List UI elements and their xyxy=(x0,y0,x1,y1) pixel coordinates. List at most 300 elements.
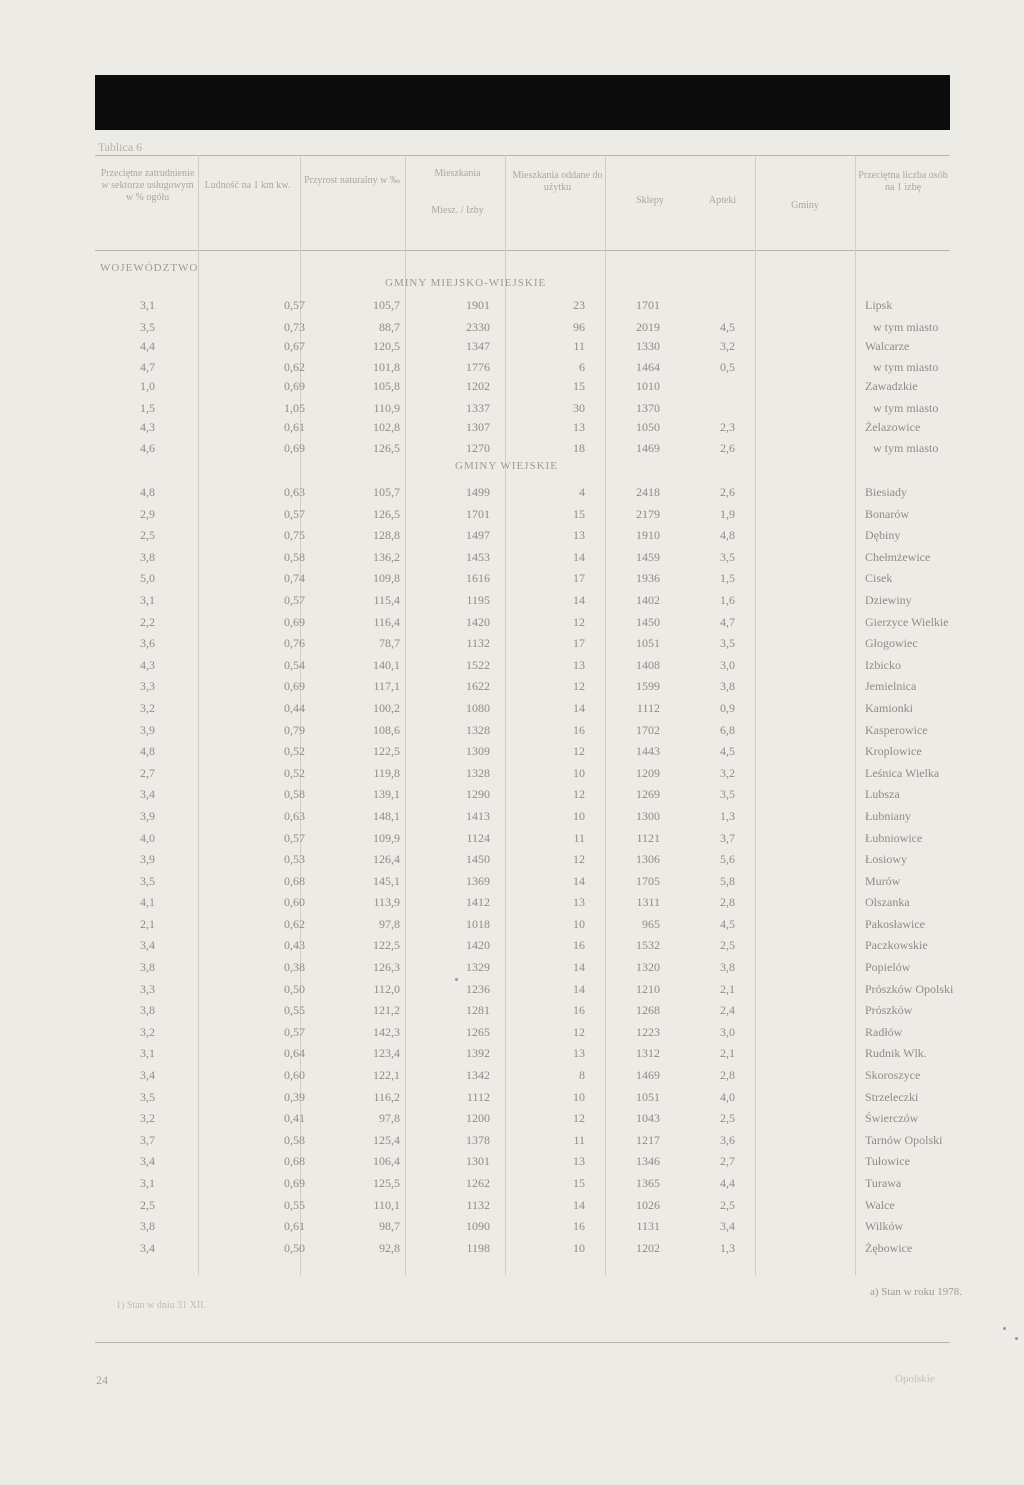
table-cell: 10 xyxy=(573,916,585,931)
table-cell: 13 xyxy=(573,528,585,543)
table-cell: 4,3 xyxy=(140,419,155,434)
table-cell: 122,1 xyxy=(373,1068,400,1083)
table-cell: 119,8 xyxy=(373,765,400,780)
table-cell: 1,05 xyxy=(284,400,305,415)
table-row xyxy=(95,1025,950,1047)
table-cell: 2,6 xyxy=(720,485,735,499)
table-cell: 12 xyxy=(573,744,585,759)
table-cell: 13 xyxy=(573,1046,585,1061)
table-cell: 0,57 xyxy=(284,1024,305,1039)
table-cell: 0,52 xyxy=(284,765,305,780)
table-row xyxy=(95,360,950,379)
table-cell: 1209 xyxy=(636,765,660,780)
table-cell: 102,8 xyxy=(373,419,400,434)
table-cell: 1198 xyxy=(466,1240,490,1255)
table-cell: 1337 xyxy=(466,400,490,415)
table-cell: 14 xyxy=(573,960,585,975)
table-cell: 0,57 xyxy=(284,298,305,312)
table-cell: 1300 xyxy=(636,808,660,823)
table-cell: 1200 xyxy=(466,1111,490,1126)
footnote: 1) Stan w dniu 31 XII. xyxy=(116,1300,206,1311)
table-cell: 1306 xyxy=(636,852,660,867)
table-cell: 12 xyxy=(573,852,585,867)
table-cell: 17 xyxy=(573,571,585,586)
table-cell: 1309 xyxy=(466,744,490,759)
table-cell: 101,8 xyxy=(373,360,400,375)
row-name: Cisek xyxy=(865,571,893,586)
table-cell: 1018 xyxy=(466,916,490,931)
table-body-urban xyxy=(95,298,950,460)
table-cell: 2,1 xyxy=(140,916,155,931)
table-cell: 1121 xyxy=(636,830,660,845)
header-cell: Sklepy xyxy=(636,195,664,206)
table-row xyxy=(95,679,950,701)
table-cell: 1469 xyxy=(636,441,660,456)
table-cell: 4,3 xyxy=(140,657,155,672)
row-name: Murów xyxy=(865,873,901,888)
table-cell: 13 xyxy=(573,895,585,910)
table-cell: 105,8 xyxy=(373,379,400,394)
row-name: Popielów xyxy=(865,960,911,975)
table-cell: 13 xyxy=(573,1154,585,1169)
table-cell: 0,58 xyxy=(284,1132,305,1147)
table-cell: 2330 xyxy=(466,319,490,334)
table-cell: 13 xyxy=(573,657,585,672)
table-cell: 1043 xyxy=(636,1111,660,1126)
row-name: Kasperowice xyxy=(865,722,928,737)
table-cell: 4,5 xyxy=(720,916,735,931)
table-cell: 3,7 xyxy=(140,1132,155,1147)
table-cell: 3,4 xyxy=(140,787,155,802)
table-cell: 16 xyxy=(573,1003,585,1018)
table-row xyxy=(95,981,954,1004)
table-cell: 1320 xyxy=(636,960,660,975)
table-row xyxy=(95,1068,950,1090)
table-cell: 110,9 xyxy=(373,400,400,415)
table-row xyxy=(95,1046,950,1068)
table-cell: 0,58 xyxy=(284,787,305,802)
table-cell: 1413 xyxy=(466,808,490,823)
page-bottom-rule xyxy=(95,1342,950,1343)
table-row xyxy=(95,766,950,788)
row-name: Gierzyce Wielkie xyxy=(865,614,949,629)
table-cell: 12 xyxy=(573,1024,585,1039)
table-cell: 3,5 xyxy=(140,1089,155,1104)
section-voivodeship: WOJEWÓDZTWO xyxy=(100,262,199,274)
table-cell: 0,57 xyxy=(284,592,305,607)
table-cell: 4,5 xyxy=(720,744,735,759)
table-row xyxy=(95,744,950,766)
table-cell: 1522 xyxy=(466,657,490,672)
table-row xyxy=(95,1198,950,1220)
table-cell: 4,7 xyxy=(720,614,735,629)
table-cell: 0,58 xyxy=(284,549,305,564)
row-name: Łosiowy xyxy=(865,852,907,867)
table-cell: 3,5 xyxy=(140,873,155,888)
table-cell: 16 xyxy=(573,722,585,737)
table-cell: 1132 xyxy=(466,1197,490,1212)
header-cell: Apteki xyxy=(708,195,737,206)
table-cell: 2,7 xyxy=(140,765,155,780)
table-cell: 1202 xyxy=(466,379,490,394)
table-cell: 4,1 xyxy=(140,895,155,910)
table-cell: 98,7 xyxy=(379,1219,400,1234)
header-cell: Przyrost naturalny w ‰ xyxy=(304,175,400,186)
table-row xyxy=(95,615,950,637)
table-row xyxy=(95,723,950,745)
table-cell: 1499 xyxy=(466,485,490,499)
table-cell: 0,50 xyxy=(284,981,305,996)
table-cell: 1124 xyxy=(466,830,490,845)
table-cell: 3,5 xyxy=(720,787,735,802)
row-name: Paczkowskie xyxy=(865,938,928,953)
table-cell: 3,9 xyxy=(140,808,155,823)
table-cell: 12 xyxy=(573,614,585,629)
table-cell: 1412 xyxy=(466,895,490,910)
section-title: GMINY MIEJSKO-WIEJSKIE xyxy=(385,277,547,289)
section-title: GMINY WIEJSKIE xyxy=(455,460,558,472)
table-cell: 1,5 xyxy=(720,571,735,586)
row-name: Walcarze xyxy=(865,338,910,353)
table-cell: 1262 xyxy=(466,1176,490,1190)
table-cell: 0,69 xyxy=(284,379,305,394)
row-name: Prószków Opolski xyxy=(865,981,954,996)
table-row xyxy=(95,960,950,982)
table-cell: 12 xyxy=(573,1111,585,1126)
table-cell: 1051 xyxy=(636,1089,660,1104)
row-name: Wilków xyxy=(865,1219,904,1234)
table-cell: 2,5 xyxy=(140,528,155,543)
table-cell: 11 xyxy=(573,830,585,845)
table-cell: 965 xyxy=(642,916,660,931)
table-cell: 4,5 xyxy=(720,319,735,334)
table-cell: 0,62 xyxy=(284,360,305,375)
table-cell: 0,68 xyxy=(284,873,305,888)
table-cell: 1936 xyxy=(636,571,660,586)
row-name: Walce xyxy=(865,1197,895,1212)
dust-speck xyxy=(1015,1337,1018,1340)
table-cell: 126,5 xyxy=(373,506,400,521)
header-cell: Miesz. / Izby xyxy=(431,205,484,216)
table-cell: 1330 xyxy=(636,338,660,353)
table-cell: 3,9 xyxy=(140,852,155,867)
table-cell: 4 xyxy=(579,485,585,499)
table-cell: 1622 xyxy=(466,679,490,694)
table-cell: 115,4 xyxy=(373,592,400,607)
dust-speck xyxy=(1003,1327,1006,1330)
table-cell: 3,5 xyxy=(140,319,155,334)
row-name: Strzeleczki xyxy=(865,1089,919,1104)
table-cell: 3,0 xyxy=(720,657,735,672)
table-cell: 0,44 xyxy=(284,700,305,715)
table-cell: 1901 xyxy=(466,298,490,312)
table-row xyxy=(95,593,950,615)
table-row xyxy=(95,401,950,420)
table-cell: 1616 xyxy=(466,571,490,586)
table-cell: 4,6 xyxy=(140,441,155,456)
table-cell: 3,4 xyxy=(140,1154,155,1169)
table-cell: 0,60 xyxy=(284,1068,305,1083)
header-cell: Przeciętna liczba osób na 1 izbę xyxy=(858,170,948,193)
table-cell: 1281 xyxy=(466,1003,490,1018)
table-cell: 0,38 xyxy=(284,960,305,975)
table-cell: 3,2 xyxy=(140,1111,155,1126)
table-cell: 10 xyxy=(573,1240,585,1255)
header-cell: Przeciętne zatrudnienie w sektorze usługowym w % ogółu xyxy=(100,168,195,203)
table-row xyxy=(95,1090,950,1112)
table-cell: 0,41 xyxy=(284,1111,305,1126)
table-cell: 1268 xyxy=(636,1003,660,1018)
table-row xyxy=(95,895,950,917)
table-cell: 140,1 xyxy=(373,657,400,672)
header-cell: Gminy xyxy=(791,200,819,211)
row-name: Bonarów xyxy=(865,506,909,521)
table-cell: 1328 xyxy=(466,765,490,780)
table-cell: 23 xyxy=(573,298,585,312)
table-row xyxy=(95,571,950,593)
table-cell: 2,3 xyxy=(720,419,735,434)
table-cell: 113,9 xyxy=(373,895,400,910)
table-cell: 1050 xyxy=(636,419,660,434)
table-cell: 3,4 xyxy=(720,1219,735,1234)
table-cell: 30 xyxy=(573,400,585,415)
table-cell: 1450 xyxy=(636,614,660,629)
table-cell: 1210 xyxy=(636,981,660,996)
row-name: Żębowice xyxy=(865,1240,913,1255)
table-cell: 105,7 xyxy=(373,485,400,499)
table-cell: 1,9 xyxy=(720,506,735,521)
table-cell: 3,5 xyxy=(720,549,735,564)
table-cell: 120,5 xyxy=(373,338,400,353)
table-cell: 2,8 xyxy=(720,1068,735,1083)
table-cell: 1464 xyxy=(636,360,660,375)
table-cell: 2,7 xyxy=(720,1154,735,1169)
table-cell: 3,2 xyxy=(720,338,735,353)
table-cell: 0,5 xyxy=(720,360,735,375)
row-name: Łubniany xyxy=(865,808,911,823)
table-cell: 139,1 xyxy=(373,787,400,802)
table-cell: 122,5 xyxy=(373,938,400,953)
table-cell: 2,5 xyxy=(720,938,735,953)
table-cell: 12 xyxy=(573,787,585,802)
table-cell: 110,1 xyxy=(373,1197,400,1212)
table-cell: 116,2 xyxy=(373,1089,400,1104)
table-cell: 0,55 xyxy=(284,1197,305,1212)
table-cell: 1,3 xyxy=(720,808,735,823)
table-cell: 2,8 xyxy=(720,895,735,910)
table-cell: 14 xyxy=(573,873,585,888)
table-cell: 13 xyxy=(573,419,585,434)
table-cell: 2,5 xyxy=(140,1197,155,1212)
table-cell: 0,50 xyxy=(284,1240,305,1255)
table-row xyxy=(95,1111,950,1133)
table-cell: 1223 xyxy=(636,1024,660,1039)
table-cell: 2,1 xyxy=(720,981,735,996)
table-cell: 15 xyxy=(573,506,585,521)
table-cell: 78,7 xyxy=(379,636,400,651)
table-cell: 0,57 xyxy=(284,506,305,521)
table-cell: 1420 xyxy=(466,614,490,629)
table-cell: 1080 xyxy=(466,700,490,715)
table-cell: 1599 xyxy=(636,679,660,694)
table-body-rural xyxy=(95,485,954,1262)
table-row xyxy=(95,339,950,361)
table-cell: 16 xyxy=(573,938,585,953)
row-name: Kroplowice xyxy=(865,744,922,759)
row-name: Dębiny xyxy=(865,528,901,543)
table-cell: 1265 xyxy=(466,1024,490,1039)
table-cell: 0,73 xyxy=(284,319,305,334)
table-cell: 3,3 xyxy=(140,981,155,996)
table-cell: 3,8 xyxy=(140,549,155,564)
table-row xyxy=(95,701,950,723)
table-cell: 14 xyxy=(573,981,585,996)
table-cell: 5,0 xyxy=(140,571,155,586)
table-cell: 1269 xyxy=(636,787,660,802)
table-row xyxy=(95,1154,950,1176)
table-row xyxy=(95,852,950,874)
table-cell: 2,1 xyxy=(720,1046,735,1061)
table-cell: 96 xyxy=(573,319,585,334)
table-cell: 1,6 xyxy=(720,592,735,607)
table-cell: 109,9 xyxy=(373,830,400,845)
table-cell: 109,8 xyxy=(373,571,400,586)
table-cell: 0,62 xyxy=(284,916,305,931)
table-cell: 17 xyxy=(573,636,585,651)
table-cell: 148,1 xyxy=(373,808,400,823)
header-banner xyxy=(95,75,950,130)
table-row xyxy=(95,809,950,831)
table-cell: 1,3 xyxy=(720,1240,735,1255)
table-cell: 1453 xyxy=(466,549,490,564)
table-cell: 97,8 xyxy=(379,1111,400,1126)
table-cell: 0,69 xyxy=(284,441,305,456)
table-cell: 1217 xyxy=(636,1132,660,1147)
table-row xyxy=(95,938,950,960)
row-name: Lipsk xyxy=(865,298,893,312)
table-cell: 1369 xyxy=(466,873,490,888)
table-cell: 2,9 xyxy=(140,506,155,521)
header-cell: Mieszkania xyxy=(434,168,481,179)
row-name: Łubniowice xyxy=(865,830,923,845)
table-cell: 6,8 xyxy=(720,722,735,737)
table-cell: 3,1 xyxy=(140,1176,155,1190)
header-bottom-rule xyxy=(95,250,950,251)
table-cell: 3,1 xyxy=(140,298,155,312)
table-cell: 3,2 xyxy=(140,700,155,715)
footnote: a) Stan w roku 1978. xyxy=(870,1286,962,1298)
table-cell: 3,1 xyxy=(140,1046,155,1061)
row-name: Olszanka xyxy=(865,895,910,910)
row-name: Prószków xyxy=(865,1003,913,1018)
table-row xyxy=(95,507,950,529)
row-name: Turawa xyxy=(865,1176,902,1190)
table-cell: 1,0 xyxy=(140,379,155,394)
row-name: Jemielnica xyxy=(865,679,917,694)
table-cell: 0,74 xyxy=(284,571,305,586)
table-cell: 3,6 xyxy=(140,636,155,651)
table-cell: 14 xyxy=(573,549,585,564)
dust-speck xyxy=(455,978,458,981)
table-cell: 2019 xyxy=(636,319,660,334)
table-cell: 1705 xyxy=(636,873,660,888)
table-cell: 3,7 xyxy=(720,830,735,845)
table-cell: 1702 xyxy=(636,722,660,737)
table-cell: 2,2 xyxy=(140,614,155,629)
table-cell: 2,6 xyxy=(720,441,735,456)
table-cell: 0,79 xyxy=(284,722,305,737)
table-cell: 14 xyxy=(573,1197,585,1212)
row-name: Chełmżewice xyxy=(865,549,931,564)
table-cell: 92,8 xyxy=(379,1240,400,1255)
table-row xyxy=(95,917,950,939)
table-cell: 3,3 xyxy=(140,679,155,694)
table-cell: 0,54 xyxy=(284,657,305,672)
table-cell: 4,0 xyxy=(140,830,155,845)
table-cell: 3,4 xyxy=(140,938,155,953)
table-cell: 1312 xyxy=(636,1046,660,1061)
row-name: w tym miasto xyxy=(873,360,939,375)
table-cell: 106,4 xyxy=(373,1154,400,1169)
table-cell: 145,1 xyxy=(373,873,400,888)
table-row xyxy=(95,550,950,572)
table-cell: 5,6 xyxy=(720,852,735,867)
table-cell: 4,7 xyxy=(140,360,155,375)
table-cell: 1346 xyxy=(636,1154,660,1169)
table-cell: 1459 xyxy=(636,549,660,564)
table-cell: 3,8 xyxy=(140,1219,155,1234)
table-cell: 3,8 xyxy=(720,960,735,975)
table-cell: 105,7 xyxy=(373,298,400,312)
table-row xyxy=(95,320,950,339)
table-cell: 88,7 xyxy=(379,319,400,334)
row-name: Tułowice xyxy=(865,1154,910,1169)
row-name: Świerczów xyxy=(865,1111,919,1126)
row-name: w tym miasto xyxy=(873,319,939,334)
table-row xyxy=(95,298,950,320)
row-name: Skoroszyce xyxy=(865,1068,921,1083)
table-cell: 1112 xyxy=(466,1089,490,1104)
table-cell: 0,68 xyxy=(284,1154,305,1169)
header-cell: Ludność na 1 km kw. xyxy=(204,180,291,191)
table-cell: 112,0 xyxy=(373,981,400,996)
table-cell: 1301 xyxy=(466,1154,490,1169)
table-cell: 12 xyxy=(573,679,585,694)
table-top-rule xyxy=(95,155,950,156)
table-cell: 0,55 xyxy=(284,1003,305,1018)
table-cell: 108,6 xyxy=(373,722,400,737)
table-cell: 0,61 xyxy=(284,419,305,434)
row-name: Radłów xyxy=(865,1024,903,1039)
table-row xyxy=(95,528,950,550)
table-cell: 4,4 xyxy=(720,1176,735,1190)
table-row xyxy=(95,658,950,680)
table-cell: 121,2 xyxy=(373,1003,400,1018)
table-cell: 0,69 xyxy=(284,614,305,629)
table-cell: 5,8 xyxy=(720,873,735,888)
table-cell: 1370 xyxy=(636,400,660,415)
table-cell: 1,5 xyxy=(140,400,155,415)
table-cell: 126,3 xyxy=(373,960,400,975)
table-cell: 1090 xyxy=(466,1219,490,1234)
row-name: Zawadzkie xyxy=(865,379,918,394)
table-cell: 1051 xyxy=(636,636,660,651)
table-cell: 0,63 xyxy=(284,485,305,499)
table-cell: 4,8 xyxy=(140,744,155,759)
table-cell: 0,57 xyxy=(284,830,305,845)
table-row xyxy=(95,1133,950,1155)
table-cell: 3,8 xyxy=(140,1003,155,1018)
